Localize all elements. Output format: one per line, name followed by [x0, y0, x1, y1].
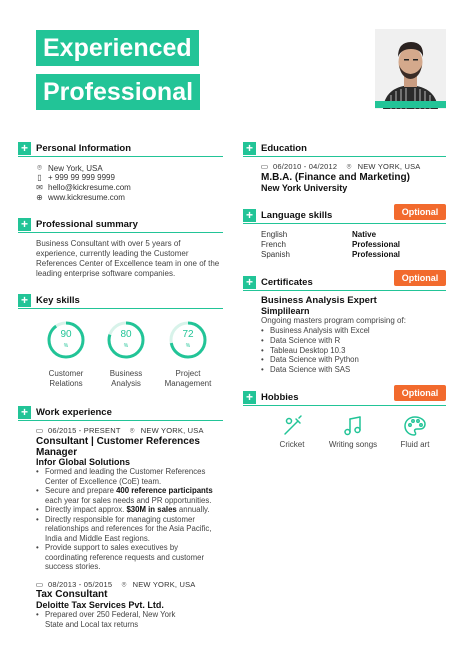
summary-header: [18, 217, 138, 231]
location-text: New York, USA: [48, 163, 103, 173]
section-divider: [243, 405, 446, 406]
skill-value: 72: [182, 329, 194, 340]
certificate-list: [261, 326, 441, 375]
education-header: [243, 141, 307, 155]
phone-icon: ▯: [37, 173, 42, 182]
language-level: Professional: [352, 250, 401, 259]
language-level: Professional: [352, 240, 401, 249]
map-pin-icon: ⌾: [121, 580, 127, 589]
job-company: Deloitte Tax Services Pvt. Ltd.: [36, 600, 164, 610]
photo-accent-band: [375, 101, 446, 108]
plus-icon: +: [243, 142, 256, 155]
section-divider: [18, 232, 223, 233]
email-row: [34, 183, 131, 192]
skill-label-business-analysis: Business Analysis: [109, 369, 143, 388]
plus-icon: +: [18, 218, 31, 231]
list-item: • Prepared over 250 Federal, New York State and Local tax returns: [36, 610, 226, 629]
location-row: [34, 163, 103, 173]
certificate-issuer: Simplilearn: [261, 306, 310, 316]
envelope-icon: ✉: [36, 183, 43, 192]
phone-row: [34, 173, 115, 182]
education-meta: ▭ 06/2010 - 04/2012 ⌾ NEW YORK, USA: [260, 162, 421, 171]
job-title: Consultant | Customer References Manager: [36, 436, 200, 458]
hobbies-header: [243, 390, 298, 404]
website-row: [34, 193, 125, 202]
list-item: • Data Science with Python: [261, 355, 441, 365]
plus-icon: +: [243, 209, 256, 222]
job-bullets: [36, 467, 226, 572]
list-item: • Secure and prepare 400 reference participants each year for sales needs and PR opportunities.: [36, 486, 226, 505]
skill-ring-business-analysis: [106, 320, 146, 360]
section-title: Work experience: [36, 406, 112, 418]
language-name: Spanish: [261, 250, 290, 259]
job-title: Tax Consultant: [36, 589, 108, 600]
map-pin-icon: ⌾: [346, 162, 352, 171]
job-company: Infor Global Solutions: [36, 457, 130, 467]
list-item: • Provide support to sales executives by coordinating reference requests and customer success stories.: [36, 543, 226, 572]
list-item: • Directly responsible for managing customer relationships and references for the Asia Pacific, India and Middle East regions.: [36, 515, 226, 544]
list-item: • Data Science with R: [261, 336, 441, 346]
skill-percent: %: [63, 343, 69, 349]
skill-value: 90: [60, 329, 72, 340]
section-title: Personal Information: [36, 142, 132, 154]
section-title: Language skills: [261, 209, 333, 221]
skill-ring-customer-relations: [46, 320, 86, 360]
section-divider: [18, 420, 223, 421]
list-item: • Business Analysis with Excel: [261, 326, 441, 336]
plus-icon: +: [18, 406, 31, 419]
music-note-icon: [341, 414, 365, 438]
phone-text: + 999 99 999 9999: [48, 173, 115, 182]
skill-ring-project-management: [168, 320, 208, 360]
palette-icon: [403, 414, 427, 438]
section-divider: [243, 156, 446, 157]
skill-label-project-management: Project Management: [164, 369, 212, 388]
job-meta: ▭ 06/2015 - PRESENT ⌾ NEW YORK, USA: [35, 426, 204, 435]
email-link[interactable]: hello@kickresume.com: [48, 183, 131, 192]
list-item: • Directly impact approx. $30M in sales annually.: [36, 505, 226, 515]
work-header: [18, 405, 112, 419]
list-item: • Formed and leading the Customer References Center of Excellence (CoE) team.: [36, 467, 226, 486]
skill-value: 80: [120, 329, 132, 340]
calendar-icon: ▭: [260, 162, 269, 171]
plus-icon: +: [18, 142, 31, 155]
hobby-label: Cricket: [279, 440, 305, 449]
plus-icon: +: [243, 276, 256, 289]
school: New York University: [261, 183, 348, 193]
title-line-2: Professional: [36, 74, 200, 110]
section-title: Education: [261, 142, 307, 154]
globe-icon: ⊕: [36, 193, 43, 202]
section-divider: [18, 308, 223, 309]
plus-icon: +: [243, 391, 256, 404]
certificates-header: [243, 275, 313, 289]
degree: M.B.A. (Finance and Marketing): [261, 172, 410, 183]
language-name: French: [261, 240, 286, 249]
section-title: Certificates: [261, 276, 313, 288]
section-divider: [243, 223, 446, 224]
section-divider: [243, 290, 446, 291]
skill-percent: %: [123, 343, 129, 349]
language-header: [243, 208, 332, 222]
calendar-icon: ▭: [35, 426, 44, 435]
skill-label-customer-relations: Customer Relations: [48, 369, 84, 388]
hobby-label: Fluid art: [400, 440, 430, 449]
section-title: Professional summary: [36, 218, 138, 230]
title-line-1: Experienced: [36, 30, 199, 66]
optional-badge[interactable]: Optional: [394, 204, 446, 220]
personal-info-header: [18, 141, 131, 155]
list-item: • Tableau Desktop 10.3: [261, 346, 441, 356]
certificate-title: Business Analysis Expert: [261, 295, 377, 306]
map-pin-icon: ⌾: [129, 426, 135, 435]
map-pin-icon: ⌾: [37, 163, 42, 172]
language-level: Native: [352, 230, 377, 239]
section-title: Key skills: [36, 294, 80, 306]
summary-text: Business Consultant with over 5 years of experience, currently leading the Customer References Center of Excellence team in one of the leading enterprise software companies.: [36, 239, 220, 278]
profile-photo: [375, 29, 446, 109]
section-title: Hobbies: [261, 391, 299, 403]
skill-percent: %: [185, 343, 191, 349]
certificate-intro: Ongoing masters program comprising of:: [261, 316, 406, 325]
job-bullets: [36, 610, 226, 629]
list-item: • Data Science with SAS: [261, 365, 441, 375]
skills-header: [18, 293, 80, 307]
optional-badge[interactable]: Optional: [394, 385, 446, 401]
section-divider: [18, 156, 223, 157]
plus-icon: +: [18, 294, 31, 307]
job-meta: ▭ 08/2013 - 05/2015 ⌾ NEW YORK, USA: [35, 580, 196, 589]
hobby-label: Writing songs: [328, 440, 378, 449]
language-name: English: [261, 230, 288, 239]
cricket-icon: [281, 414, 305, 438]
optional-badge[interactable]: Optional: [394, 270, 446, 286]
calendar-icon: ▭: [35, 580, 44, 589]
website-link[interactable]: www.kickresume.com: [48, 193, 125, 202]
